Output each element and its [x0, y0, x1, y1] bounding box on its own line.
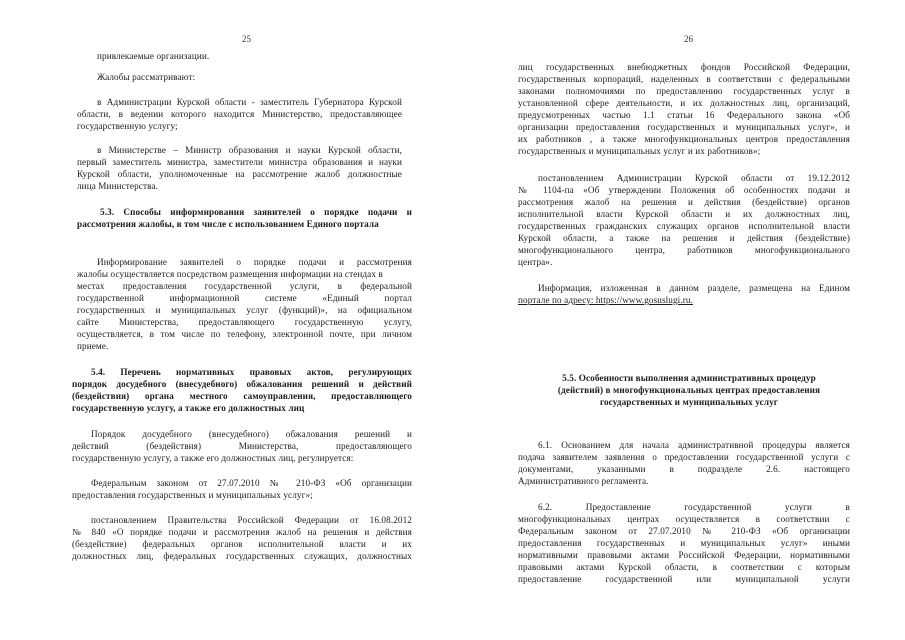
- text-line: предоставления государственных и муниципальных услуг»;: [72, 490, 313, 500]
- text-line: в Администрации Курской области - заместитель Губернатора Курской: [97, 97, 402, 107]
- text-line: организации предоставления государственных и муниципальных услуг», и: [518, 122, 850, 132]
- text-line: постановлением Правительства Российской Федерации от 16.08.2012: [91, 515, 412, 525]
- text-line: центра».: [518, 257, 553, 267]
- text-line: первый заместитель министра, заместители министра образования и науки: [77, 157, 402, 167]
- section-heading: (бездействия) органа местного самоуправления, предоставляющего: [72, 391, 412, 401]
- left-page: [0, 0, 452, 640]
- text-line: Порядок досудебного (внесудебного) обжалования решений и: [91, 429, 412, 439]
- page-number: 26: [684, 34, 693, 44]
- text-line: в Министерстве – Министр образования и науки Курской области,: [97, 145, 402, 155]
- text-line: Курской области, уполномоченные на рассмотрение жалоб должностные: [77, 169, 402, 179]
- portal-link[interactable]: портале по адресу: https://www.gosuslugi.ru.: [518, 295, 693, 305]
- text-line: предоставление государственной или муниципальной услуги: [518, 574, 850, 584]
- text-line: Федеральным законом от 27.07.2010 № 210-ФЗ «Об организации: [91, 478, 412, 488]
- section-heading: рассмотрения жалобы, в том числе с использованием Единого портала: [77, 219, 379, 229]
- text-line: их работников , а также многофункциональных центров предоставления: [518, 134, 850, 144]
- text-line: государственных и муниципальных услуг и их работников»;: [518, 146, 761, 156]
- text-line: привлекаемые организации.: [97, 51, 210, 61]
- text-line: (бездействие) федеральных органов исполнительной власти и их: [72, 539, 412, 549]
- text-line: жалобы осуществляется посредством размещения информации на стендах в: [77, 269, 383, 279]
- text-line: многофункционального центра, работников многофункционального: [518, 245, 850, 255]
- text-line: 6.2. Предоставление государственной услуги в: [538, 502, 850, 512]
- text-line: государственных гражданских служащих органов исполнительной власти: [518, 221, 850, 231]
- section-heading: 5.3. Способы информирования заявителей о порядке подачи и: [100, 207, 412, 217]
- text-line: законами полномочиями по предоставлению государственных услуг в: [518, 86, 850, 96]
- text-line: Информация, изложенная в данном разделе, размещена на Едином: [538, 283, 850, 293]
- text-line: № 840 «О порядке подачи и рассмотрения жалоб на решения и действия: [72, 527, 412, 537]
- text-line: документами, указанными в подразделе 2.6. настоящего: [518, 464, 850, 474]
- section-heading: (действий) в многофункциональных центрах предоставления: [557, 385, 821, 395]
- text-line: предоставления государственных и муниципальных услуг» иными: [518, 538, 850, 548]
- text-line: № 1104-па «Об утверждении Положения об особенностях подачи и: [518, 185, 850, 195]
- text-line: предусмотренных частью 1.1 статьи 16 Федерального закона «Об: [518, 110, 850, 120]
- text-line: местах предоставления государственной услуги, в федеральной: [77, 281, 412, 291]
- text-line: 6.1. Основанием для начала административной процедуры является: [538, 440, 850, 450]
- text-line: рассмотрения жалоб на решения и действия (бездействие) органов: [518, 197, 850, 207]
- text-line: установленной сфере деятельности, и их должностных лиц, организаций,: [518, 98, 850, 108]
- text-line: сайте Министерства, предоставляющего государственную услугу,: [77, 317, 412, 327]
- text-line: Курской области, а также на решения и действия (бездействие): [518, 233, 850, 243]
- section-heading: государственных и муниципальных услуг: [599, 397, 779, 407]
- text-line: осуществляется, в том числе по телефону, электронной почте, при личном: [77, 329, 412, 339]
- text-line: лиц государственных внебюджетных фондов Российской Федерации,: [518, 62, 850, 72]
- text-line: многофункциональных центрах осуществляется в соответствии с: [518, 514, 850, 524]
- text-line: Федеральным законом от 27.07.2010 № 210-ФЗ «Об организации: [518, 526, 850, 536]
- text-line: Административного регламента.: [518, 476, 649, 486]
- text-line: области, в ведении которого находится Министерство, предоставляющее: [77, 109, 402, 119]
- text-line: государственную услугу;: [77, 121, 178, 131]
- text-line: приеме.: [77, 341, 109, 351]
- text-line: государственных и муниципальных услуг (функций)», на официальном: [77, 305, 412, 315]
- text-line: нормативными правовыми актами Российской Федерации, нормативными: [518, 550, 850, 560]
- section-heading: 5.5. Особенности выполнения административных процедур: [562, 373, 816, 383]
- text-line: должностных лиц, федеральных государственных служащих, должностных: [72, 551, 412, 561]
- text-line: государственных корпораций, наделенных в соответствии с федеральными: [518, 74, 850, 84]
- text-line: подача заявителем заявления о предоставлении государственной услуги с: [518, 452, 850, 462]
- text-line: Информирование заявителей о порядке подачи и рассмотрения: [97, 257, 412, 267]
- text-line: лица Министерства.: [77, 181, 158, 191]
- section-heading: порядок досудебного (внесудебного) обжалования решений и действий: [72, 379, 412, 389]
- text-line: действий (бездействия) Министерства, предоставляющего: [72, 441, 412, 451]
- text-line: постановлением Администрации Курской области от 19.12.2012: [538, 173, 850, 183]
- text-line: государственную услугу, а также его должностных лиц, регулируется:: [72, 453, 354, 463]
- section-heading: 5.4. Перечень нормативных правовых актов, регулирующих: [91, 367, 412, 377]
- text-line: правовыми актами Курской области, в соответствии с которым: [518, 562, 850, 572]
- text-line: исполнительной власти Курской области и их должностных лиц,: [518, 209, 850, 219]
- section-heading: государственную услугу, а также его должностных лиц: [72, 403, 305, 413]
- right-page: [452, 0, 905, 640]
- text-line: Жалобы рассматривают:: [97, 72, 196, 82]
- text-line: государственной информационной системе «Единый портал: [77, 293, 412, 303]
- page-number: 25: [242, 34, 251, 44]
